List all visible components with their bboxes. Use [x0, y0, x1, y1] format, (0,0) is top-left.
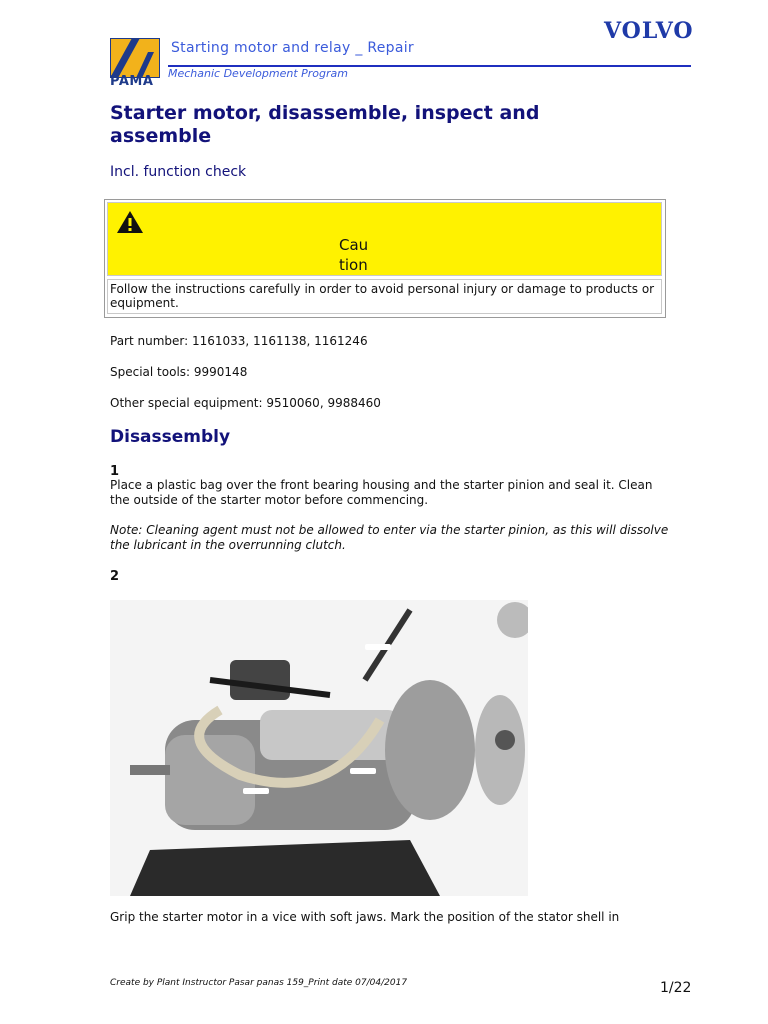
page-number: 1/22	[660, 980, 692, 996]
part-number: Part number: 1161033, 1161138, 1161246	[110, 334, 368, 348]
logo-label: PAMA	[110, 74, 154, 89]
step-text: Place a plastic bag over the front bearing housing and the starter pinion and seal it. Clean the outside of the starter motor before commencing.	[110, 478, 653, 507]
warning-icon	[116, 210, 144, 234]
caution-box	[104, 199, 666, 318]
header-title: Starting motor and relay _ Repair	[171, 40, 414, 56]
brand-logo: VOLVO	[604, 18, 694, 44]
header-subtitle: Mechanic Development Program	[168, 67, 348, 80]
caution-label: Cau tion	[339, 236, 369, 274]
page-title: Starter motor, disassemble, inspect and assemble	[110, 102, 540, 147]
footer-credit: Create by Plant Instructor Pasar panas 159_Print date 07/04/2017	[110, 978, 408, 988]
starter-motor-photo	[110, 600, 528, 896]
other-equipment: Other special equipment: 9510060, 9988460	[110, 396, 381, 410]
step-note: Note: Cleaning agent must not be allowed to enter via the starter pinion, as this will dissolve the lubricant in the overrunning clutch.	[110, 523, 669, 552]
caution-header	[107, 202, 662, 276]
step-number: 1	[110, 464, 120, 479]
page-subtitle: Incl. function check	[110, 164, 247, 180]
special-tools: Special tools: 9990148	[110, 365, 248, 379]
section-heading: Disassembly	[110, 427, 231, 447]
caution-text: Follow the instructions carefully in order to avoid personal injury or damage to products or equipment.	[107, 279, 662, 314]
pama-logo-icon	[110, 38, 160, 78]
step-text: Grip the starter motor in a vice with soft jaws. Mark the position of the stator shell in	[110, 910, 620, 924]
step-number: 2	[110, 569, 120, 584]
